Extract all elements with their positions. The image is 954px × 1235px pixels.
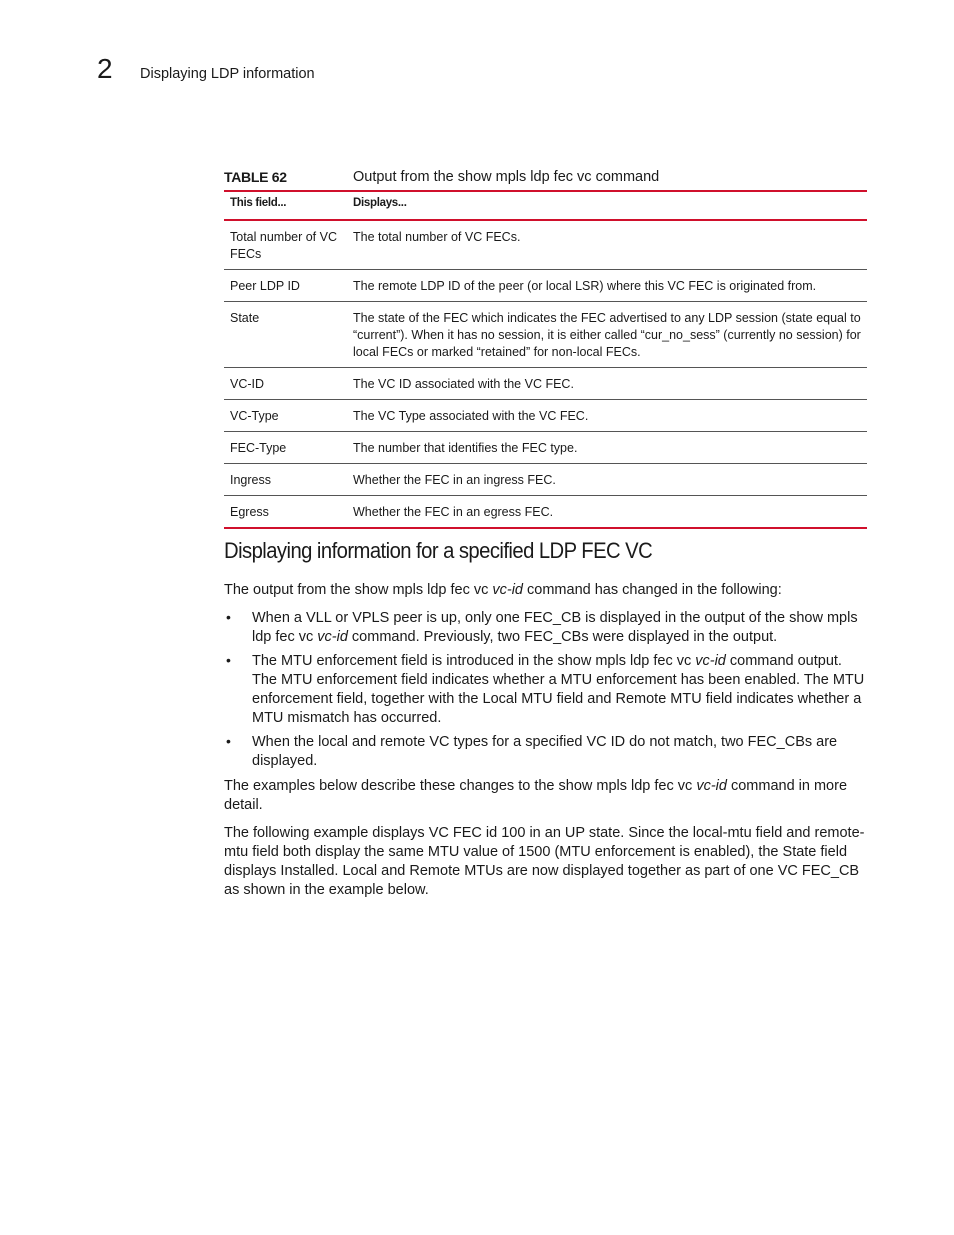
field-cell: Egress <box>230 505 269 519</box>
table-row <box>224 302 867 368</box>
field-cell: State <box>224 302 347 368</box>
table-row <box>224 400 867 432</box>
list-item: • When the local and remote VC types for a specified VC ID do not match, two FEC_CBs are displayed. <box>226 733 838 769</box>
desc-cell: The VC ID associated with the VC FEC. <box>347 368 867 400</box>
desc-cell: The total number of VC FECs. <box>347 220 867 270</box>
desc-cell: The remote LDP ID of the peer (or local LSR) where this VC FEC is originated from. <box>347 270 867 302</box>
bullet-icon: • <box>226 609 231 625</box>
table-header-row <box>224 191 867 220</box>
field-cell: Total number of VC FECs <box>224 220 347 270</box>
table-row <box>224 368 867 400</box>
table-row <box>224 432 867 464</box>
section-body <box>224 581 869 909</box>
field-cell: Ingress <box>224 464 347 496</box>
field-cell: Peer LDP ID <box>224 270 347 302</box>
chapter-title: Displaying LDP information <box>140 66 315 82</box>
column-header-field: This field... <box>224 191 347 220</box>
section-heading: Displaying information for a specified LDP FEC VC <box>224 538 653 563</box>
fields-table <box>224 190 867 529</box>
table-caption <box>224 169 867 189</box>
bullet-icon: • <box>226 733 231 749</box>
examples-paragraph: The examples below describe these changes to the show mpls ldp fec vc vc-id command in more detail. <box>224 778 848 813</box>
table-row <box>224 464 867 496</box>
list-item: • The MTU enforcement field is introduced in the show mpls ldp fec vc vc-id command output. The MTU enforcement field indicates whether a MTU enforcement has been enabled. The MTU enforcement field, together with the Local MTU field and Remote MTU field indicates whether a MTU mismatch has occurred. <box>226 652 865 726</box>
desc-cell: The number that identifies the FEC type. <box>347 432 867 464</box>
bullet-icon: • <box>226 652 231 668</box>
chapter-number: 2 <box>97 53 113 84</box>
field-cell: VC-Type <box>224 400 347 432</box>
example-description-paragraph: The following example displays VC FEC id 100 in an UP state. Since the local-mtu field and remote-mtu field both display the same MTU value of 1500 (MTU enforcement is enabled), the State field displays Installed. Local and Remote MTUs are now displayed together as part of one VC FEC_CB as shown in the example below. <box>224 825 865 898</box>
table-row <box>224 220 867 270</box>
field-cell: VC-ID <box>224 368 347 400</box>
desc-cell: Whether the FEC in an ingress FEC. <box>347 464 867 496</box>
table-row <box>224 270 867 302</box>
intro-paragraph: The output from the show mpls ldp fec vc vc-id command has changed in the following: <box>224 582 782 598</box>
field-cell: FEC-Type <box>224 432 347 464</box>
table-title: Output from the show mpls ldp fec vc command <box>353 169 660 185</box>
desc-cell: Whether the FEC in an egress FEC. <box>353 505 554 519</box>
column-header-displays: Displays... <box>347 191 867 220</box>
table-row <box>224 496 867 529</box>
desc-cell: The state of the FEC which indicates the FEC advertised to any LDP session (state equal to “current”). When it has no session, it is either called “cur_no_sess” (currently no session) for local FECs or marked “retained” for non-local FECs. <box>347 302 867 368</box>
change-list <box>224 609 869 771</box>
table-label: TABLE 62 <box>224 169 287 185</box>
list-item: • When a VLL or VPLS peer is up, only one FEC_CB is displayed in the output of the show mpls ldp fec vc vc-id command. Previously, two FEC_CBs were displayed in the output. <box>226 609 858 645</box>
desc-cell: The VC Type associated with the VC FEC. <box>347 400 867 432</box>
